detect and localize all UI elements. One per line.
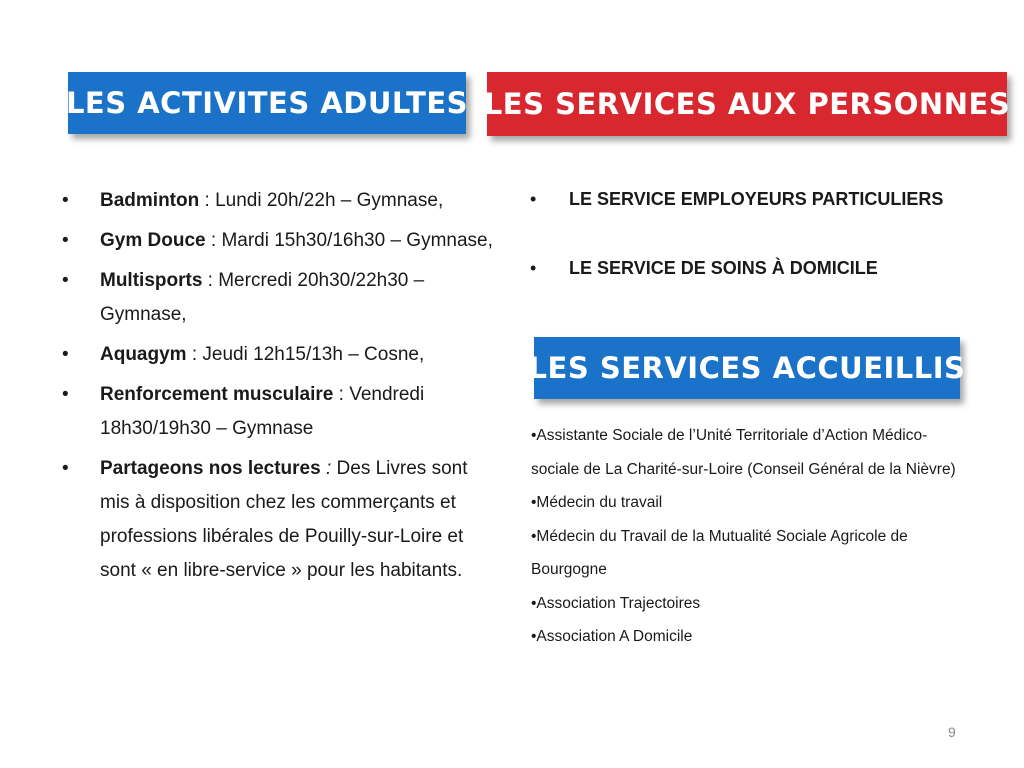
page-number: 9 xyxy=(948,724,956,740)
activity-item xyxy=(60,224,500,258)
bullet: • xyxy=(62,344,69,365)
accueilli-item: •Médecin du travail xyxy=(531,494,663,511)
activity-name: Renforcement musculaire xyxy=(100,384,334,405)
accueilli-item: •Assistante Sociale de l’Unité Territoriale d’Action Médico-sociale de La Charité-sur-Loire (Conseil Général de la Nièvre) xyxy=(531,427,956,478)
activity-separator: : xyxy=(333,384,350,405)
accueilli-item: •Médecin du Travail de la Mutualité Sociale Agricole de Bourgogne xyxy=(531,527,908,578)
activity-name: Aquagym xyxy=(100,344,187,365)
activity-item xyxy=(60,264,500,332)
activity-detail: Jeudi 12h15/13h – Cosne, xyxy=(202,344,425,365)
bullet: • xyxy=(530,189,537,209)
accueilli-item: •Association A Domicile xyxy=(531,628,693,645)
activity-name: Partageons nos lectures xyxy=(100,458,321,479)
activity-item xyxy=(60,338,500,372)
activity-item xyxy=(60,378,500,446)
accueillis-list xyxy=(531,419,971,654)
activity-detail: Mercredi 20h30/22h30 – Gymnase, xyxy=(100,270,425,325)
bullet: • xyxy=(530,258,537,278)
activity-separator: : xyxy=(320,458,337,479)
activity-detail: Vendredi 18h30/19h30 – Gymnase xyxy=(100,384,425,439)
activity-separator: : xyxy=(202,270,219,291)
activity-detail: Mardi 15h30/16h30 – Gymnase, xyxy=(221,230,493,251)
activity-item xyxy=(60,452,500,588)
bullet: • xyxy=(62,190,69,211)
accueilli-item: •Association Trajectoires xyxy=(531,594,701,612)
bullet: • xyxy=(62,230,69,251)
bullet: • xyxy=(62,384,69,405)
banner-services-aux-personnes: LES SERVICES AUX PERSONNES xyxy=(487,72,1007,136)
activity-separator: : xyxy=(199,190,216,211)
activity-separator: : xyxy=(205,230,222,251)
activity-detail: Des Livres sont mis à disposition chez les commerçants et professions libérales de Pouilly-sur-Loire et sont « en libre-service » pour les habitants. xyxy=(100,458,468,581)
services-list-section xyxy=(524,184,984,283)
banner-activites-adultes: LES ACTIVITES ADULTES xyxy=(68,72,466,134)
service-item xyxy=(524,253,984,283)
activity-name: Multisports xyxy=(100,270,203,291)
bullet: • xyxy=(62,270,69,291)
activity-name: Gym Douce xyxy=(100,230,206,251)
bullet: • xyxy=(62,458,69,479)
activities-list xyxy=(60,184,500,588)
activities-list-section xyxy=(60,184,500,594)
activity-name: Badminton xyxy=(100,190,200,211)
activity-detail: Lundi 20h/22h – Gymnase, xyxy=(215,190,444,211)
banner-services-accueillis: LES SERVICES ACCUEILLIS xyxy=(534,337,960,399)
activity-item xyxy=(60,184,500,218)
service-label: LE SERVICE EMPLOYEURS PARTICULIERS xyxy=(569,189,944,209)
services-list xyxy=(524,184,984,283)
service-item xyxy=(524,184,984,214)
activity-separator: : xyxy=(186,344,203,365)
service-label: LE SERVICE DE SOINS À DOMICILE xyxy=(569,258,878,278)
